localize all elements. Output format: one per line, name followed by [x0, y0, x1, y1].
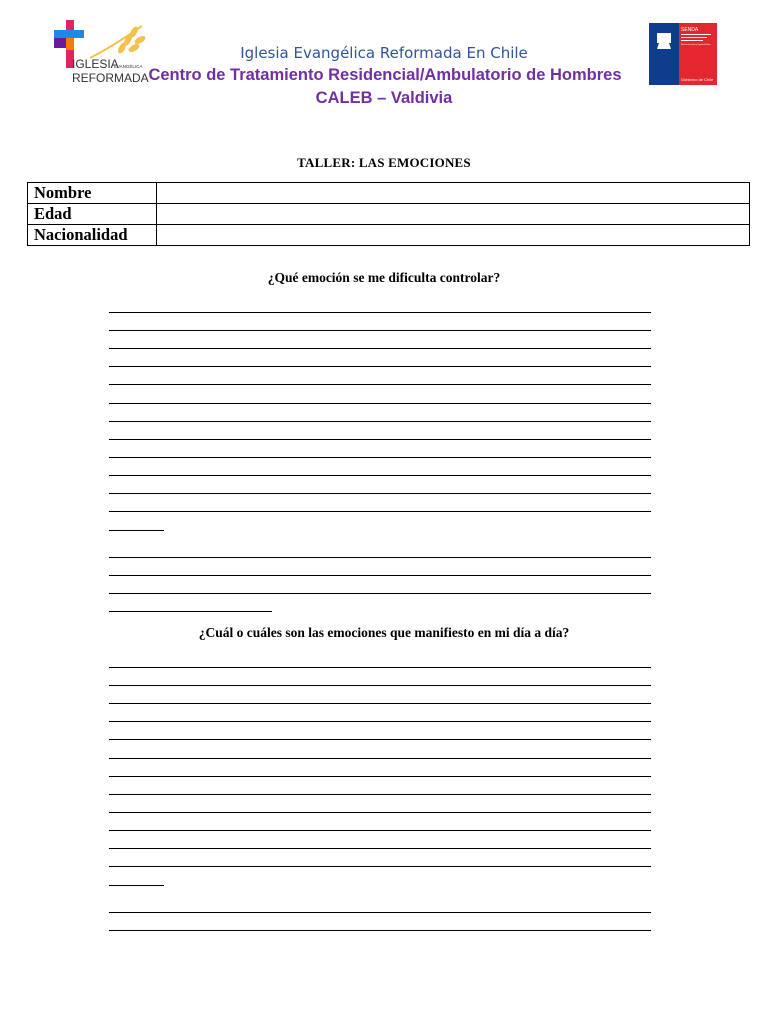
- answer-line[interactable]: [109, 557, 651, 558]
- center-location: CALEB – Valdivia: [315, 89, 453, 107]
- answer-line[interactable]: [109, 930, 651, 931]
- info-table: [27, 182, 750, 246]
- answer-line[interactable]: [109, 530, 164, 531]
- gobierno-text: Gobierno de Chile: [681, 77, 714, 82]
- answer-line[interactable]: [109, 739, 651, 740]
- table-row: [28, 204, 750, 225]
- answer-line[interactable]: [109, 776, 651, 777]
- answer-line[interactable]: [109, 685, 651, 686]
- answer-line[interactable]: [109, 758, 651, 759]
- answer-line[interactable]: [109, 439, 651, 440]
- answer-line[interactable]: [109, 493, 651, 494]
- senda-subtitle: Ministerio del Interior y Seguridad Pública: [681, 45, 711, 46]
- answer-line[interactable]: [109, 885, 164, 886]
- answer-line[interactable]: [109, 312, 651, 313]
- answer-line[interactable]: [109, 830, 651, 831]
- logo-text-evangelica: EVANGÉLICA: [114, 64, 143, 69]
- senda-title: SENDA: [681, 27, 699, 33]
- church-name: Iglesia Evangélica Reformada En Chile: [240, 44, 528, 62]
- answer-line[interactable]: [109, 866, 651, 867]
- table-row: [28, 225, 750, 246]
- answer-line[interactable]: [109, 812, 651, 813]
- field-value-nacionalidad[interactable]: [157, 225, 750, 246]
- center-name: Centro de Tratamiento Residencial/Ambulatorio de Hombres: [148, 66, 622, 84]
- answer-line[interactable]: [109, 794, 651, 795]
- logo-text-iglesia: IGLESIA: [72, 57, 119, 71]
- table-row: [28, 183, 750, 204]
- answer-line[interactable]: [109, 848, 651, 849]
- answer-line[interactable]: [109, 511, 651, 512]
- answer-line[interactable]: [109, 384, 651, 385]
- answer-line[interactable]: [109, 403, 651, 404]
- field-value-nombre[interactable]: [157, 183, 750, 204]
- field-label-edad: Edad: [28, 204, 157, 225]
- answer-line[interactable]: [109, 366, 651, 367]
- field-label-nombre: Nombre: [28, 183, 157, 204]
- answer-line[interactable]: [109, 457, 651, 458]
- question-2: ¿Cuál o cuáles son las emociones que manifiesto en mi día a día?: [198, 625, 570, 640]
- answer-line[interactable]: [109, 575, 651, 576]
- answer-line[interactable]: [109, 348, 651, 349]
- answer-line[interactable]: [109, 611, 272, 612]
- answer-line[interactable]: [109, 421, 651, 422]
- document-title: TALLER: LAS EMOCIONES: [297, 155, 471, 170]
- answer-line[interactable]: [109, 667, 651, 668]
- field-value-edad[interactable]: [157, 204, 750, 225]
- answer-line[interactable]: [109, 475, 651, 476]
- answer-line[interactable]: [109, 721, 651, 722]
- answer-line[interactable]: [109, 912, 651, 913]
- field-label-nacionalidad: Nacionalidad: [28, 225, 157, 246]
- question-1: ¿Qué emoción se me dificulta controlar?: [267, 270, 501, 285]
- answer-line[interactable]: [109, 330, 651, 331]
- logo-text-reformada: REFORMADA: [72, 71, 149, 85]
- answer-line[interactable]: [109, 703, 651, 704]
- answer-line[interactable]: [109, 593, 651, 594]
